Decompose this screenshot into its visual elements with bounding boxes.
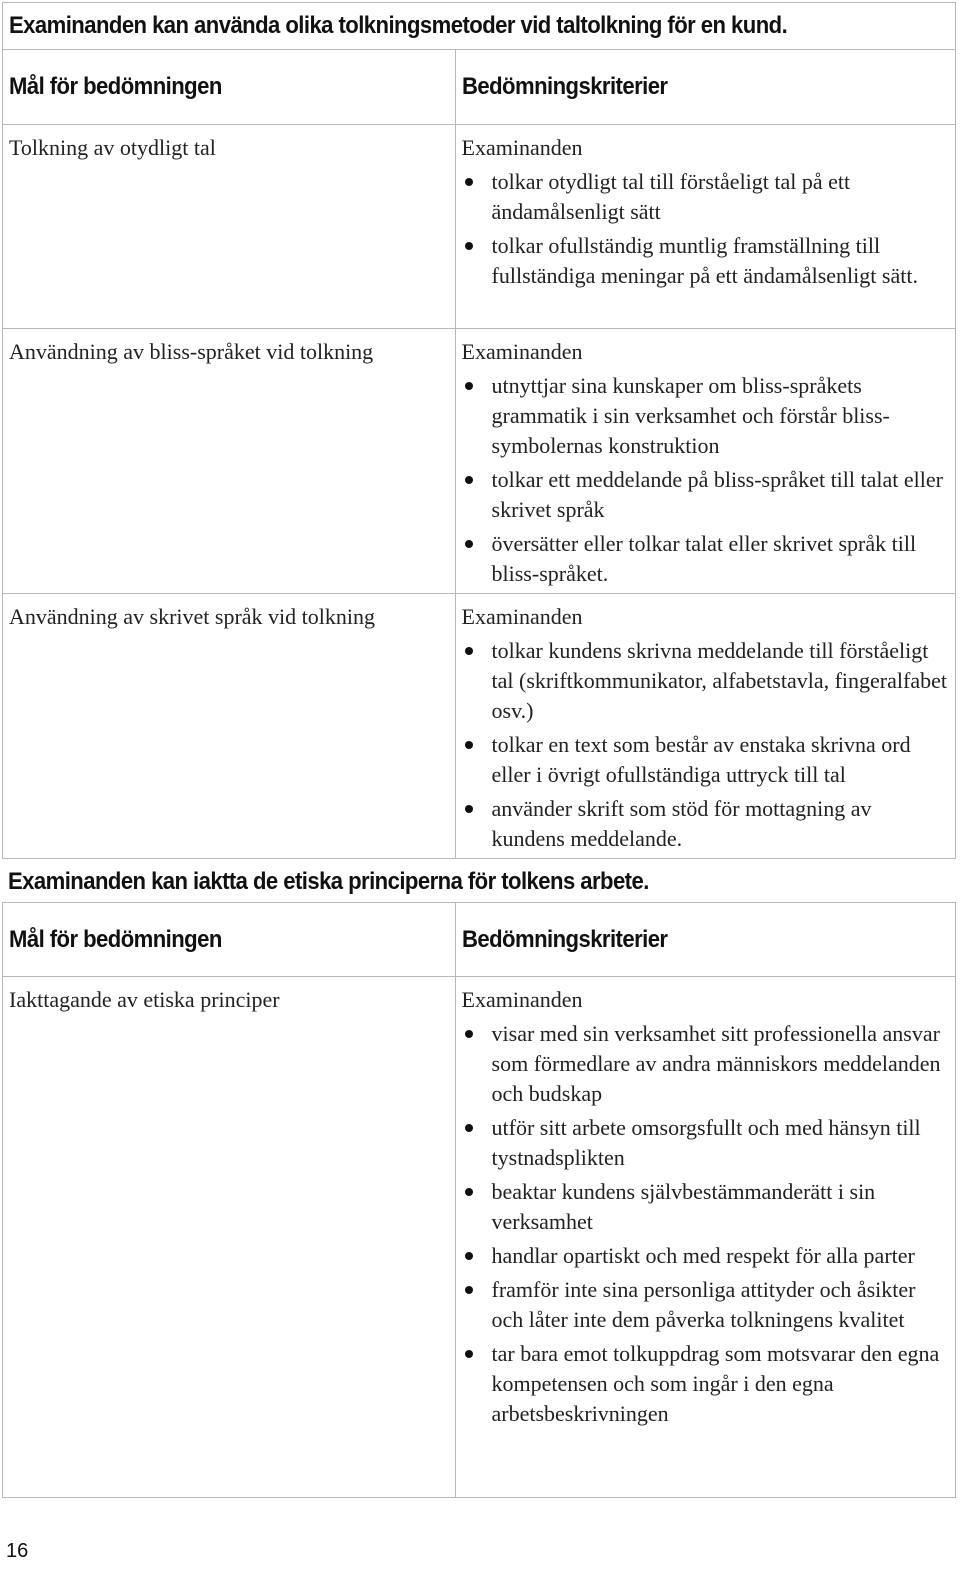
table-row — [3, 329, 955, 594]
bullet-icon — [465, 1124, 473, 1132]
table-row — [3, 125, 955, 329]
goal-label: Användning av bliss-språket vid tolkning — [9, 339, 374, 364]
list-item: använder skrift som stöd för mottagning av kundens meddelande. — [462, 794, 947, 854]
bullet-icon — [465, 242, 473, 250]
bullet-icon — [465, 540, 473, 548]
bullet-icon — [465, 1030, 473, 1038]
criteria-list — [462, 371, 947, 589]
column-header-goal: Mål för bedömningen — [9, 73, 222, 100]
column-header-criteria: Bedömningskriterier — [461, 73, 667, 100]
goal-label: Tolkning av otydligt tal — [9, 135, 216, 160]
criteria-intro: Examinanden — [461, 135, 583, 160]
criteria-intro: Examinanden — [461, 604, 583, 629]
table-title-row — [3, 3, 955, 50]
list-item: tolkar kundens skrivna meddelande till förståeligt tal (skriftkommunikator, alfabetstavla, fingeralfabet osv.) — [462, 636, 947, 726]
list-item: översätter eller tolkar talat eller skrivet språk till bliss-språket. — [462, 529, 947, 589]
goal-label: Iakttagande av etiska principer — [9, 987, 280, 1012]
list-item: utför sitt arbete omsorgsfullt och med hänsyn till tystnadsplikten — [462, 1113, 947, 1173]
criteria-list — [462, 167, 947, 291]
bullet-icon — [465, 741, 473, 749]
column-header-criteria: Bedömningskriterier — [461, 925, 667, 953]
list-item: utnyttjar sina kunskaper om bliss-språkets grammatik i sin verksamhet och förstår bliss-symbolernas konstruktion — [462, 371, 947, 461]
column-header-row — [3, 903, 955, 977]
table-row — [3, 977, 955, 1497]
bullet-icon — [465, 382, 473, 390]
column-header-goal: Mål för bedömningen — [9, 925, 222, 953]
section-title: Examinanden kan använda olika tolkningsmetoder vid taltolkning för en kund. — [9, 12, 788, 39]
bullet-icon — [465, 178, 473, 186]
page-number: 16 — [6, 1540, 29, 1562]
criteria-intro: Examinanden — [461, 987, 583, 1012]
goal-label: Användning av skrivet språk vid tolkning — [9, 604, 376, 629]
list-item: beaktar kundens självbestämmanderätt i sin verksamhet — [462, 1177, 947, 1237]
list-item: tolkar en text som består av enstaka skrivna ord eller i övrigt ofullständiga uttryck till tal — [462, 730, 947, 790]
criteria-list — [462, 636, 947, 854]
assessment-table-1 — [2, 2, 956, 859]
table-row — [3, 594, 955, 858]
bullet-icon — [465, 1286, 473, 1294]
list-item: visar med sin verksamhet sitt professionella ansvar som förmedlare av andra människors meddelanden och budskap — [462, 1019, 947, 1109]
bullet-icon — [465, 1350, 473, 1358]
bullet-icon — [465, 1188, 473, 1196]
assessment-table-2 — [2, 902, 956, 1498]
bullet-icon — [465, 805, 473, 813]
column-header-row — [3, 50, 955, 125]
criteria-intro: Examinanden — [461, 339, 583, 364]
list-item: framför inte sina personliga attityder och åsikter och låter inte dem påverka tolkningens kvalitet — [462, 1275, 947, 1335]
bullet-icon — [465, 476, 473, 484]
list-item: tolkar ofullständig muntlig framställning till fullständiga meningar på ett ändamålsenligt sätt. — [462, 231, 947, 291]
criteria-list — [462, 1019, 947, 1429]
list-item: tolkar ett meddelande på bliss-språket till talat eller skrivet språk — [462, 465, 947, 525]
bullet-icon — [465, 1252, 473, 1260]
bullet-icon — [465, 647, 473, 655]
list-item: handlar opartiskt och med respekt för alla parter — [462, 1241, 947, 1271]
list-item: tolkar otydligt tal till förståeligt tal på ett ändamålsenligt sätt — [462, 167, 947, 227]
section-heading — [8, 862, 705, 902]
list-item: tar bara emot tolkuppdrag som motsvarar den egna kompetensen och som ingår i den egna arbetsbeskrivningen — [462, 1339, 947, 1429]
section-title: Examinanden kan iaktta de etiska principerna för tolkens arbete. — [8, 868, 649, 895]
